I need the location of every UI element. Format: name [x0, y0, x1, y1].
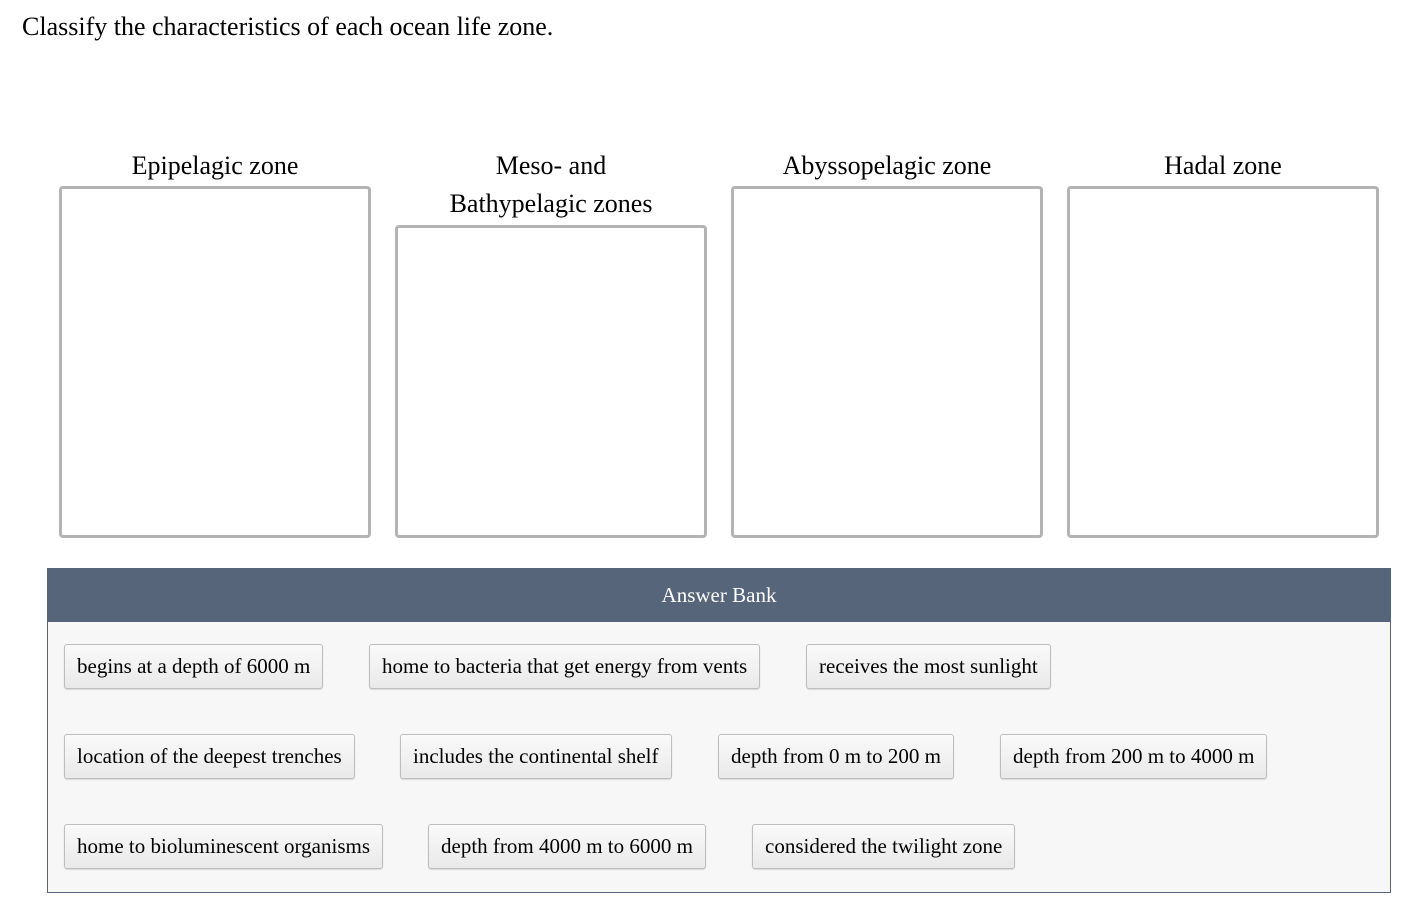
zone-heading-meso-line2: Bathypelagic zones: [449, 189, 653, 218]
zone-heading-epipelagic: Epipelagic zone: [131, 151, 299, 180]
question-prompt: Classify the characteristics of each ocean life zone.: [22, 12, 554, 41]
answer-chip[interactable]: begins at a depth of 6000 m: [64, 644, 323, 689]
answer-bank-title: Answer Bank: [48, 569, 1390, 622]
zone-heading-abyssopelagic: Abyssopelagic zone: [782, 151, 992, 180]
drop-target-epipelagic[interactable]: [59, 186, 371, 538]
drop-target-hadal[interactable]: [1067, 186, 1379, 538]
answer-chip[interactable]: depth from 4000 m to 6000 m: [428, 824, 706, 869]
drop-target-meso-bathypelagic[interactable]: [395, 225, 707, 538]
answer-chip[interactable]: depth from 0 m to 200 m: [718, 734, 954, 779]
zone-heading-meso-line1: Meso- and: [495, 151, 607, 180]
answer-chip[interactable]: home to bioluminescent organisms: [64, 824, 383, 869]
answer-chip[interactable]: includes the continental shelf: [400, 734, 672, 779]
answer-chip[interactable]: considered the twilight zone: [752, 824, 1015, 869]
answer-chip[interactable]: receives the most sunlight: [806, 644, 1051, 689]
answer-chip[interactable]: home to bacteria that get energy from vents: [369, 644, 760, 689]
zone-heading-meso-bathypelagic: [396, 147, 706, 223]
answer-chip[interactable]: location of the deepest trenches: [64, 734, 355, 779]
zone-heading-hadal: Hadal zone: [1164, 151, 1282, 180]
answer-chip[interactable]: depth from 200 m to 4000 m: [1000, 734, 1267, 779]
answer-bank: [47, 568, 1391, 893]
drop-target-abyssopelagic[interactable]: [731, 186, 1043, 538]
